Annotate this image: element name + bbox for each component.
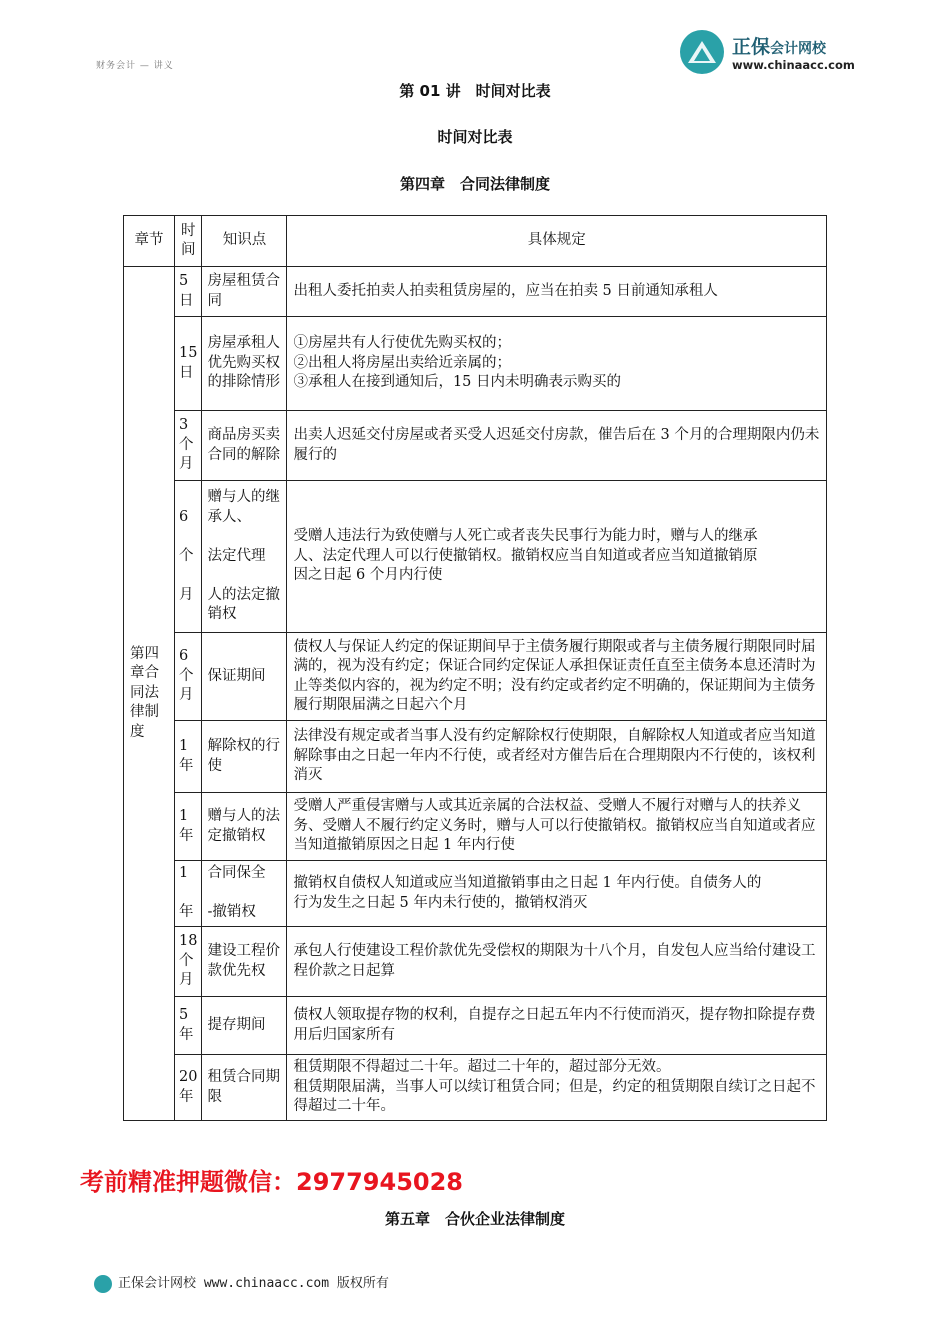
point-cell: 房屋租赁合同 <box>202 267 287 317</box>
rule-cell: 出卖人迟延交付房屋或者买受人迟延交付房款，催告后在 3 个月的合理期限内仍未履行的 <box>287 411 827 481</box>
chapter-5-title: 第五章 合伙企业法律制度 <box>384 1210 565 1228</box>
point-cell: 合同保全 -撤销权 <box>202 861 287 927</box>
table-row <box>124 927 827 997</box>
rule-cell: 出租人委托拍卖人拍卖租赁房屋的，应当在拍卖 5 日前通知承租人 <box>287 267 827 317</box>
point-cell: 解除权的行使 <box>202 721 287 793</box>
chapter-4-title: 第四章 合同法律制度 <box>399 175 550 193</box>
rule-cell: 债权人领取提存物的权利，自提存之日起五年内不行使而消灭，提存物扣除提存费用后归国家所有 <box>287 997 827 1055</box>
point-cell: 提存期间 <box>202 997 287 1055</box>
point-cell: 房屋承租人优先购买权的排除情形 <box>202 317 287 411</box>
point-cell: 商品房买卖合同的解除 <box>202 411 287 481</box>
table-row <box>124 317 827 411</box>
header-rule: 具体规定 <box>287 216 827 267</box>
section-cell: 第四章合同法律制度 <box>124 267 175 1121</box>
time-cell: 1 年 <box>175 861 202 927</box>
page-subtitle: 时间对比表 <box>437 128 513 146</box>
rule-cell: 受赠人违法行为致使赠与人死亡或者丧失民事行为能力时，赠与人的继承 人、法定代理人可以行使撤销权。撤销权应当自知道或者应当知道撤销原 因之日起 6 个月内行使 <box>287 481 827 633</box>
point-cell: 赠与人的法定撤销权 <box>202 793 287 861</box>
time-cell: 18个月 <box>175 927 202 997</box>
table-row <box>124 721 827 793</box>
brand-logo <box>680 28 880 78</box>
lecture-title: 第 01 讲 时间对比表 <box>399 82 551 100</box>
table-row <box>124 481 827 633</box>
point-cell: 赠与人的继承人、 法定代理 人的法定撤销权 <box>202 481 287 633</box>
table-row <box>124 997 827 1055</box>
rule-cell: ①房屋共有人行使优先购买权的； ②出租人将房屋出卖给近亲属的； ③承租人在接到通知后，15 日内未明确表示购买的 <box>287 317 827 411</box>
time-cell: 6个月 <box>175 633 202 721</box>
rule-cell: 债权人与保证人约定的保证期间早于主债务履行期限或者与主债务履行期限同时届满的，视为没有约定；保证合同约定保证人承担保证责任直至主债务本息还清时为止等类似内容的，视为约定不明；没有约定或者约定不明确的，保证期间为主债务履行期限届满之日起六个月 <box>287 633 827 721</box>
time-cell: 5年 <box>175 997 202 1055</box>
time-cell: 15日 <box>175 317 202 411</box>
header-section: 章节 <box>124 216 175 267</box>
rule-cell: 承包人行使建设工程价款优先受偿权的期限为十八个月，自发包人应当给付建设工程价款之日起算 <box>287 927 827 997</box>
point-cell: 保证期间 <box>202 633 287 721</box>
table-row <box>124 793 827 861</box>
header-fragment: 财务会计 — 讲义 <box>96 61 174 71</box>
point-cell: 租赁合同期限 <box>202 1055 287 1121</box>
rule-cell: 撤销权自债权人知道或应当知道撤销事由之日起 1 年内行使。自债务人的 行为发生之日起 5 年内未行使的，撤销权消灭 <box>287 861 827 927</box>
time-cell: 5日 <box>175 267 202 317</box>
promo-text: 考前精准押题微信：2977945028 <box>80 1168 463 1196</box>
time-cell: 1年 <box>175 721 202 793</box>
logo-book-icon <box>680 30 724 74</box>
time-cell: 3个月 <box>175 411 202 481</box>
time-cell: 1年 <box>175 793 202 861</box>
time-cell: 20年 <box>175 1055 202 1121</box>
footer-text: 正保会计网校 www.chinaacc.com 版权所有 <box>118 1276 389 1291</box>
table-row <box>124 1055 827 1121</box>
header-point: 知识点 <box>202 216 287 267</box>
table-header-row <box>124 216 827 267</box>
logo-name: 正保会计网校 <box>732 36 827 58</box>
table-row <box>124 633 827 721</box>
table-row <box>124 861 827 927</box>
rule-cell: 受赠人严重侵害赠与人或其近亲属的合法权益、受赠人不履行对赠与人的扶养义务、受赠人不履行约定义务时，赠与人可以行使撤销权。撤销权应当自知道或者应当知道撤销原因之日起 1 年内行使 <box>287 793 827 861</box>
footer-logo-icon <box>94 1275 112 1293</box>
page-footer <box>94 1272 389 1293</box>
header-time: 时间 <box>175 216 202 267</box>
time-comparison-table <box>123 215 827 1121</box>
point-cell: 建设工程价款优先权 <box>202 927 287 997</box>
table-row <box>124 411 827 481</box>
table-row <box>124 267 827 317</box>
time-cell: 6 个 月 <box>175 481 202 633</box>
rule-cell: 租赁期限不得超过二十年。超过二十年的，超过部分无效。 租赁期限届满，当事人可以续订租赁合同；但是，约定的租赁期限自续订之日起不得超过二十年。 <box>287 1055 827 1121</box>
logo-url: www.chinaacc.com <box>732 58 855 72</box>
rule-cell: 法律没有规定或者当事人没有约定解除权行使期限，自解除权人知道或者应当知道解除事由之日起一年内不行使，或者经对方催告后在合理期限内不行使的，该权利消灭 <box>287 721 827 793</box>
